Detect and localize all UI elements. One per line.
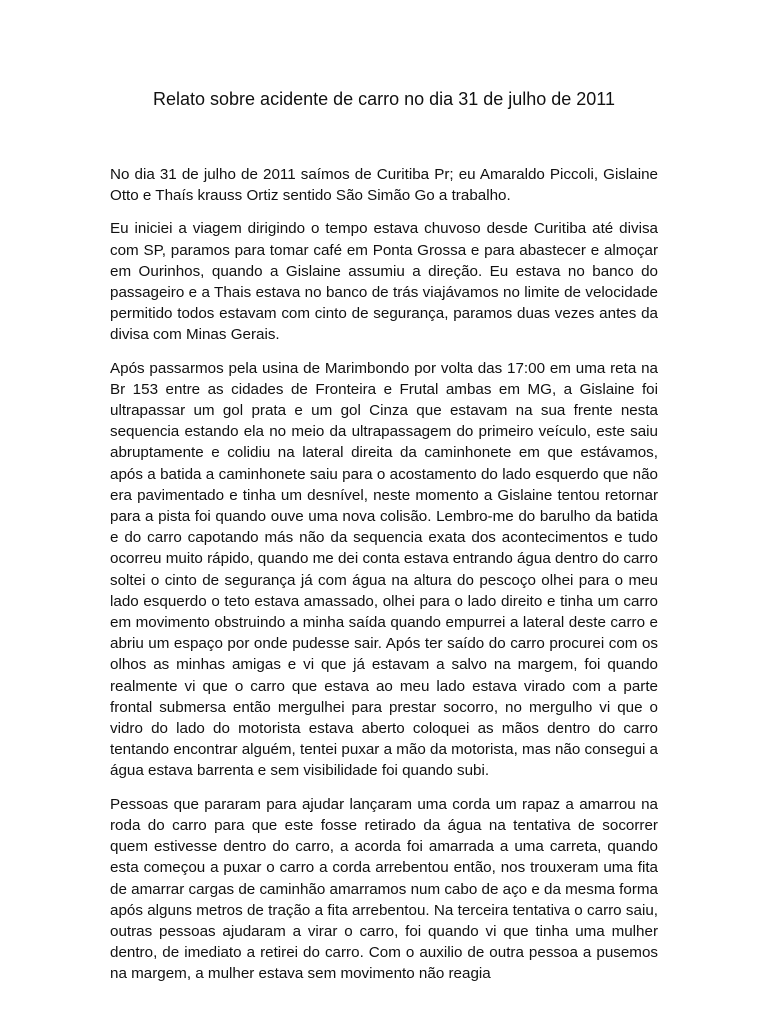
paragraph-accident: Após passarmos pela usina de Marimbondo por volta das 17:00 em uma reta na Br 153 entre as cidades de Fronteira e Frutal ambas em MG, a Gislaine foi ultrapassar um gol prata e um gol Cinza que estavam na sua frente nesta sequencia estando ela no meio da ultrapassagem do primeiro veículo, este saiu abruptamente e colidiu na lateral direita da caminhonete em que estávamos, após a batida a caminhonete saiu para o acostamento do lado esquerdo que não era pavimentado e tinha um desnível, neste momento a Gislaine tentou retornar para a pista foi quando ouve uma nova colisão. Lembro-me do barulho da batida e do carro capotando más não da sequencia exata dos acontecimentos e tudo ocorreu muito rápido, quando me dei conta estava entrando água dentro do carro soltei o cinto de segurança já com água na altura do pescoço olhei para o meu lado esquerdo o teto estava amassado, olhei para o lado direito e tinha um carro em movimento obstruindo a minha saída quando empurrei a lateral deste carro e abriu um espaço por onde pudesse sair. Após ter saído do carro procurei com os olhos as minhas amigas e vi que já estavam a salvo na margem, foi quando realmente vi que o carro que estava ao meu lado estava virado com a parte frontal submersa então mergulhei para prestar socorro, no mergulho vi que o vidro do lado do motorista estava aberto coloquei as mãos dentro do carro tentando encontrar alguém, tentei puxar a mão da motorista, mas não consegui a água estava barrenta e sem visibilidade foi quando subi. [110, 359, 658, 780]
paragraph-intro: No dia 31 de julho de 2011 saímos de Curitiba Pr; eu Amaraldo Piccoli, Gislaine Otto e Thaís krauss Ortiz sentido São Simão Go a trabalho. [110, 166, 658, 205]
paragraph-trip: Eu iniciei a viagem dirigindo o tempo estava chuvoso desde Curitiba até divisa com SP, paramos para tomar café em Ponta Grossa e para abastecer e almoçar em Ourinhos, quando a Gislaine assumiu a direção. Eu estava no banco do passageiro e a Thais estava no banco de trás viajávamos no limite de velocidade permitido todos estavam com cinto de segurança, paramos duas vezes antes da divisa com Minas Gerais. [110, 220, 658, 344]
paragraph-rescue: Pessoas que pararam para ajudar lançaram uma corda um rapaz a amarrou na roda do carro para que este fosse retirado da água na tentativa de socorrer quem estivesse dentro do carro, a acorda foi amarrada a uma carreta, quando esta começou a puxar o carro a corda arrebentou então, nos trouxeram uma fita de amarrar cargas de caminhão amarramos num cabo de aço e da mesma forma após alguns metros de tração a fita arrebentou. Na terceira tentativa o carro saiu, outras pessoas ajudaram a virar o carro, foi quando vi que tinha uma mulher dentro, de imediato a retirei do carro. Com o auxilio de outra pessoa a pusemos na margem, a mulher estava sem movimento não reagia [110, 795, 658, 983]
document-title: Relato sobre acidente de carro no dia 31 de julho de 2011 [153, 89, 615, 109]
